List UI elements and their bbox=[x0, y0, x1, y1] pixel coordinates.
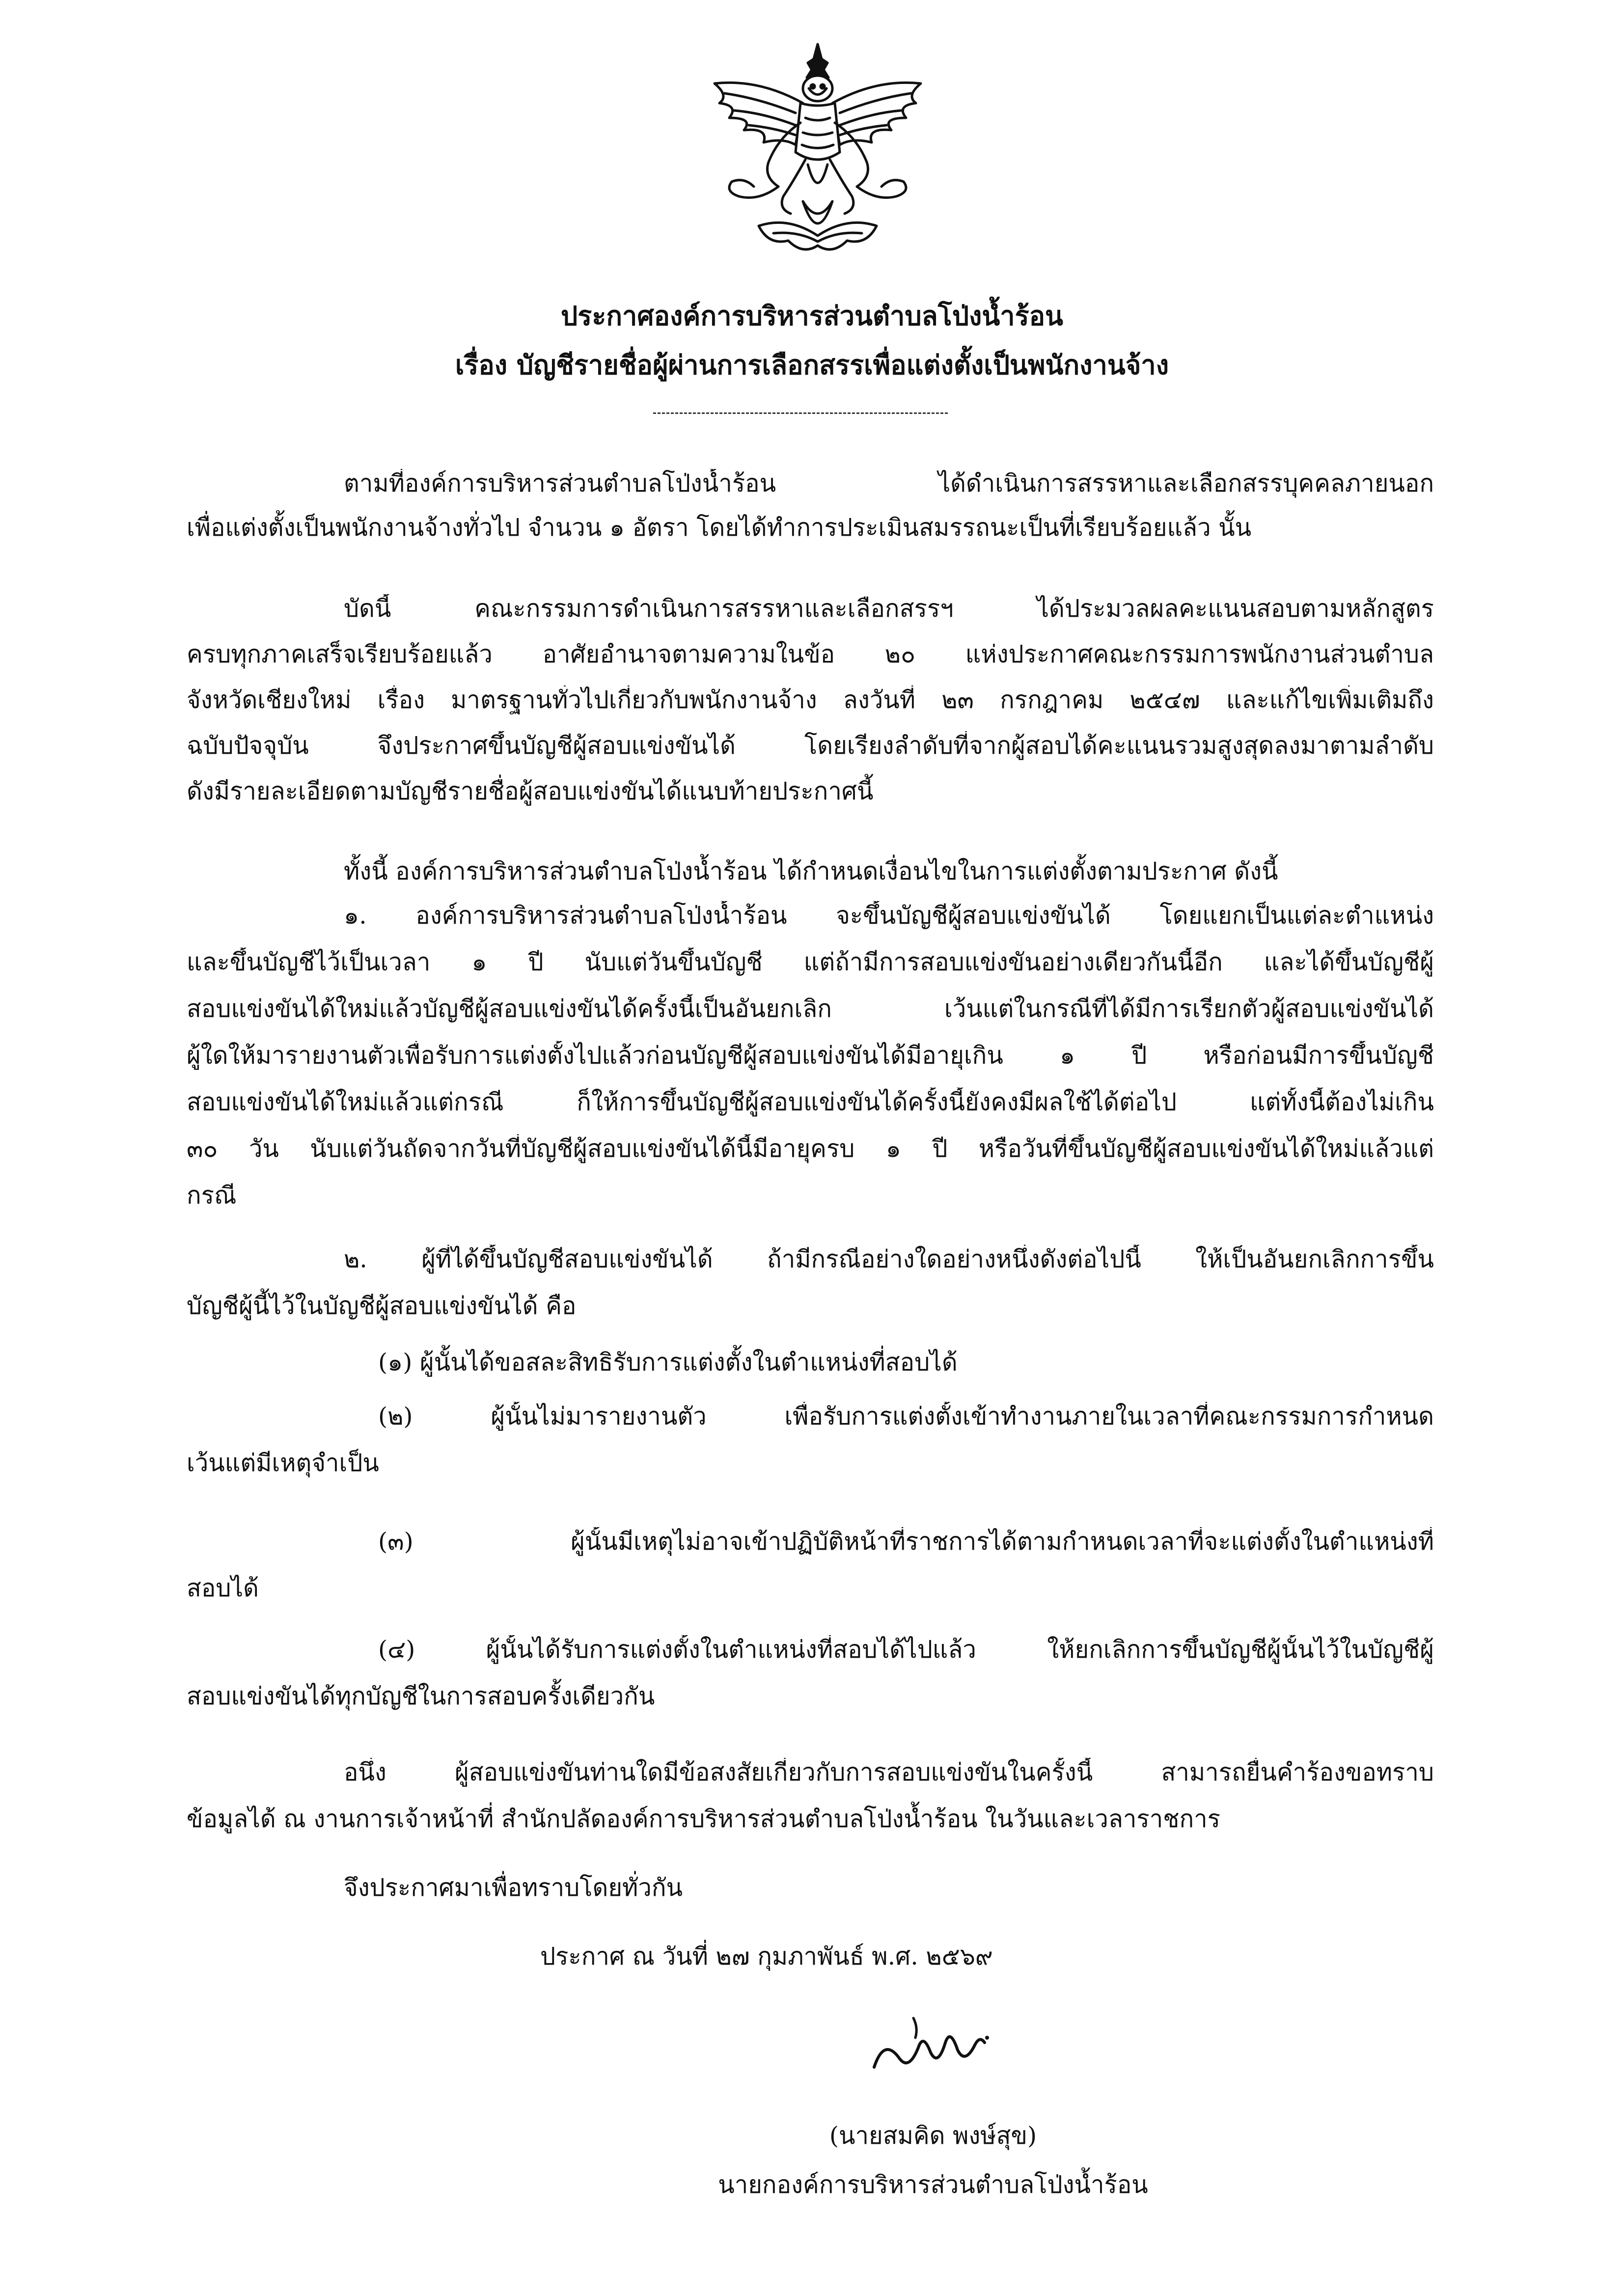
announcement-title: ประกาศองค์การบริหารส่วนตำบลโป่งน้ำร้อน bbox=[561, 301, 1063, 331]
condition-item-line: สอบแข่งขันได้ใหม่แล้วแต่กรณี ก็ให้การขึ้นบัญชีผู้สอบแข่งขันได้ครั้งนี้ยังคงมีผลใช้ได้ต่อไป แต่ทั้งนี้ต้องไม่เกิน bbox=[187, 1088, 1434, 1116]
sub-condition-line: (๓) ผู้นั้นมีเหตุไม่อาจเข้าปฏิบัติหน้าที่ราชการได้ตามกำหนดเวลาที่จะแต่งตั้งในตำแหน่งที่ bbox=[378, 1528, 1434, 1556]
condition-item-line: ๓๐ วัน นับแต่วันถัดจากวันที่บัญชีผู้สอบแข่งขันได้นี้มีอายุครบ ๑ ปี หรือวันที่ขึ้นบัญชีผู้สอบแข่งขันได้ใหม่แล้วแต่ bbox=[187, 1135, 1434, 1163]
closing-text: จึงประกาศมาเพื่อทราบโดยทั่วกัน bbox=[344, 1874, 683, 1902]
paragraph-line: ข้อมูลได้ ณ งานการเจ้าหน้าที่ สำนักปลัดองค์การบริหารส่วนตำบลโป่งน้ำร้อน ในวันและเวลาราชการ bbox=[187, 1805, 1220, 1833]
paragraph-line: อนึ่ง ผู้สอบแข่งขันท่านใดมีข้อสงสัยเกี่ยวกับการสอบแข่งขันในครั้งนี้ สามารถยื่นคำร้องขอทราบ bbox=[344, 1758, 1434, 1786]
paragraph-line: ฉบับปัจจุบัน จึงประกาศขึ้นบัญชีผู้สอบแข่งขันได้ โดยเรียงลำดับที่จากผู้สอบได้คะแนนรวมสูงสุดลงมาตามลำดับ bbox=[187, 732, 1434, 760]
condition-item-line: ๑. องค์การบริหารส่วนตำบลโป่งน้ำร้อน จะขึ้นบัญชีผู้สอบแข่งขันได้ โดยแยกเป็นแต่ละตำแหน่ง bbox=[344, 902, 1434, 929]
signer-name: (นายสมคิด พงษ์สุข) bbox=[829, 2122, 1037, 2150]
paragraph-line: เพื่อแต่งตั้งเป็นพนักงานจ้างทั่วไป จำนวน ๑ อัตรา โดยได้ทำการประเมินสมรรถนะเป็นที่เรียบร้อยแล้ว นั้น bbox=[187, 514, 1252, 542]
sub-condition-line: (๑) ผู้นั้นได้ขอสละสิทธิรับการแต่งตั้งในตำแหน่งที่สอบได้ bbox=[378, 1348, 958, 1376]
sub-condition-line: เว้นแต่มีเหตุจำเป็น bbox=[187, 1449, 379, 1477]
paragraph-line: บัดนี้ คณะกรรมการดำเนินการสรรหาและเลือกสรรฯ ได้ประมวลผลคะแนนสอบตามหลักสูตร bbox=[344, 595, 1434, 623]
paragraph-line: ดังมีรายละเอียดตามบัญชีรายชื่อผู้สอบแข่งขันได้แนบท้ายประกาศนี้ bbox=[187, 777, 874, 805]
paragraph-line: ครบทุกภาคเสร็จเรียบร้อยแล้ว อาศัยอำนาจตามความในข้อ ๒๐ แห่งประกาศคณะกรรมการพนักงานส่วนตำบล bbox=[187, 640, 1434, 668]
sub-condition-line: (๒) ผู้นั้นไม่มารายงานตัว เพื่อรับการแต่งตั้งเข้าทำงานภายในเวลาที่คณะกรรมการกำหนด bbox=[378, 1402, 1434, 1430]
condition-item-line: และขึ้นบัญชีไว้เป็นเวลา ๑ ปี นับแต่วันขึ้นบัญชี แต่ถ้ามีการสอบแข่งขันอย่างเดียวกันนี้อีก และได้ขึ้นบัญชีผู้ bbox=[187, 948, 1434, 976]
condition-item-line: ๒. ผู้ที่ได้ขึ้นบัญชีสอบแข่งขันได้ ถ้ามีกรณีอย่างใดอย่างหนึ่งดังต่อไปนี้ ให้เป็นอันยกเลิกการขึ้น bbox=[344, 1245, 1434, 1273]
handwritten-signature bbox=[864, 2008, 992, 2082]
condition-item-line: ผู้ใดให้มารายงานตัวเพื่อรับการแต่งตั้งไปแล้วก่อนบัญชีผู้สอบแข่งขันได้มีอายุเกิน ๑ ปี หรือก่อนมีการขึ้นบัญชี bbox=[187, 1041, 1434, 1069]
garuda-emblem-icon bbox=[685, 39, 950, 260]
condition-item-line: บัญชีผู้นี้ไว้ในบัญชีผู้สอบแข่งขันได้ คือ bbox=[187, 1292, 577, 1320]
condition-item-line: กรณี bbox=[187, 1181, 237, 1209]
sub-condition-line: สอบแข่งขันได้ทุกบัญชีในการสอบครั้งเดียวกัน bbox=[187, 1682, 655, 1710]
sub-condition-line: สอบได้ bbox=[187, 1574, 259, 1602]
announcement-subject: เรื่อง บัญชีรายชื่อผู้ผ่านการเลือกสรรเพื่อแต่งตั้งเป็นพนักงานจ้าง bbox=[455, 350, 1169, 381]
paragraph-line: ตามที่องค์การบริหารส่วนตำบลโป่งน้ำร้อน ได้ดำเนินการสรรหาและเลือกสรรบุคคลภายนอก bbox=[344, 469, 1434, 497]
signer-position: นายกองค์การบริหารส่วนตำบลโป่งน้ำร้อน bbox=[718, 2171, 1148, 2199]
title-divider bbox=[653, 412, 948, 414]
paragraph-line: จังหวัดเชียงใหม่ เรื่อง มาตรฐานทั่วไปเกี่ยวกับพนักงานจ้าง ลงวันที่ ๒๓ กรกฎาคม ๒๕๔๗ และแก้ไขเพิ่มเติมถึง bbox=[187, 686, 1434, 714]
sub-condition-line: (๔) ผู้นั้นได้รับการแต่งตั้งในตำแหน่งที่สอบได้ไปแล้ว ให้ยกเลิกการขึ้นบัญชีผู้นั้นไว้ในบัญชีผู้ bbox=[378, 1636, 1434, 1664]
announcement-date: ประกาศ ณ วันที่ ๒๗ กุมภาพันธ์ พ.ศ. ๒๕๖๙ bbox=[540, 1942, 993, 1970]
condition-item-line: สอบแข่งขันได้ใหม่แล้วบัญชีผู้สอบแข่งขันได้ครั้งนี้เป็นอันยกเลิก เว้นแต่ในกรณีที่ได้มีการเรียกตัวผู้สอบแข่งขันได้ bbox=[187, 995, 1434, 1023]
paragraph-line: ทั้งนี้ องค์การบริหารส่วนตำบลโป่งน้ำร้อน ได้กำหนดเงื่อนไขในการแต่งตั้งตามประกาศ ดังนี้ bbox=[344, 857, 1278, 885]
